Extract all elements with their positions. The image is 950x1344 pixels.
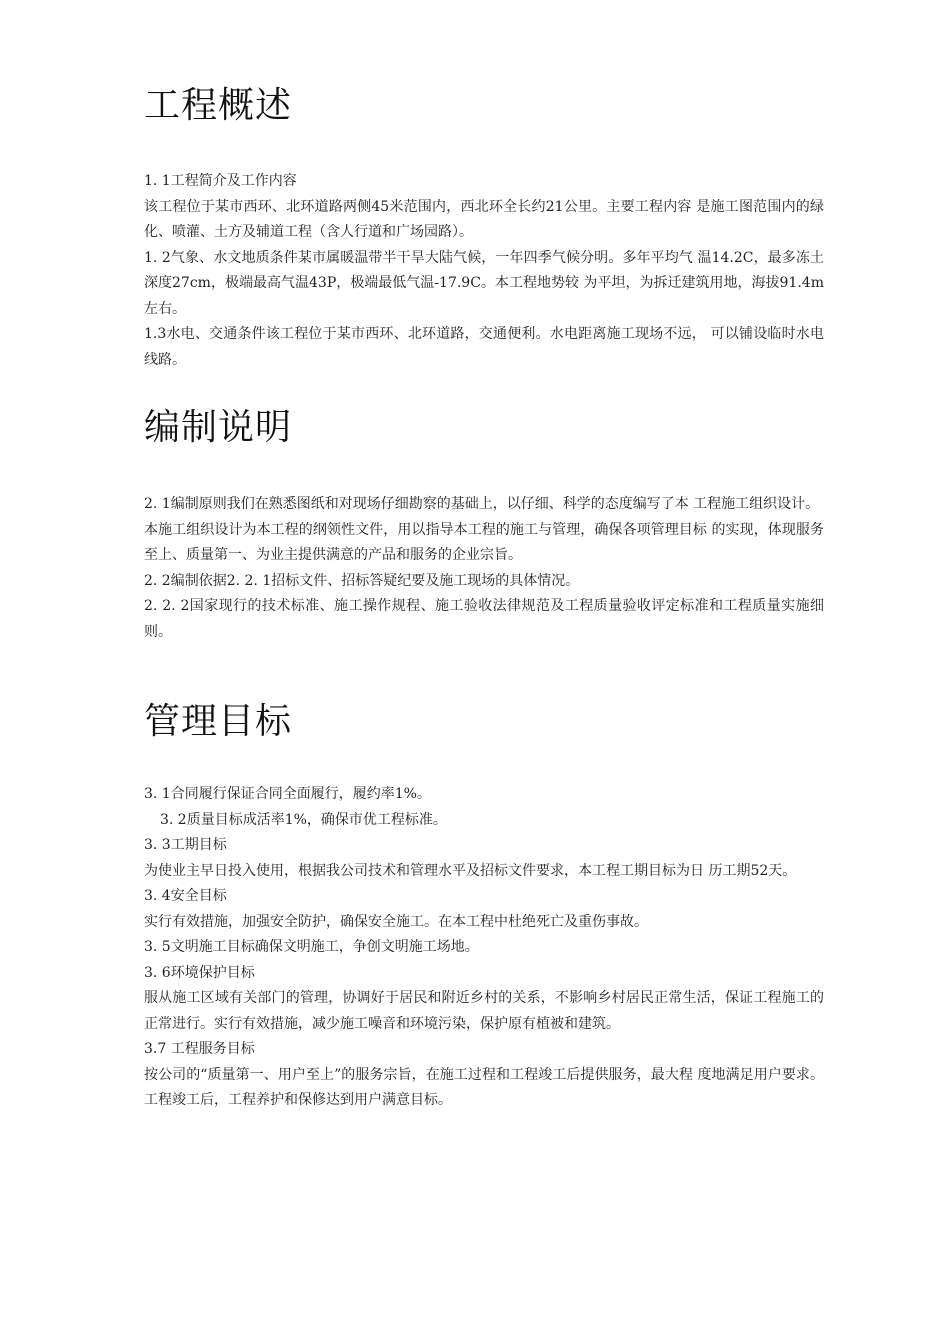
paragraph: 实行有效措施，加强安全防护，确保安全施工。在本工程中杜绝死亡及重伤事故。 (144, 913, 648, 930)
paragraph: 2. 2. 2国家现行的技术标准、施工操作规程、施工验收法律规范及工程质量验收评定标准和工程质量实施细则。 (144, 598, 824, 640)
paragraph: 1. 1工程简介及工作内容 (144, 173, 297, 189)
paragraph: 按公司的“质量第一、用户至上”的服务宗旨，在施工过程和工程竣工后提供服务，最大程 度地满足用户要求。工程竣工后，工程养护和保修达到用户满意目标。 (144, 1066, 824, 1108)
section-heading: 编制说明 (144, 407, 293, 448)
paragraph: 3. 4安全目标 (144, 888, 227, 904)
paragraph: 3.7 工程服务目标 (144, 1041, 255, 1057)
paragraph: 1. 2气象、水文地质条件某市属暖温带半干旱大陆气候，一年四季气候分明。多年平均气 温14.2C，最多冻土深度27cm，极端最高气温43P，极端最低气温-17.9C。本工程地势较 为平坦，为拆迁建筑用地，海拔91.4m左右。 (144, 249, 824, 317)
paragraph: 3. 6环境保护目标 (144, 964, 255, 981)
section-preparation (144, 406, 824, 645)
section-goals (144, 700, 824, 1114)
paragraph: 该工程位于某市西环、北环道路两侧45米范围内，西北环全长约21公里。主要工程内容 是施工图范围内的绿化、喷灌、土方及辅道工程（含人行道和广场园路）。 (144, 198, 824, 240)
paragraph: 本施工组织设计为本工程的纲领性文件，用以指导本工程的施工与管理，确保各项管理目标 的实现，体现服务至上、质量第一、为业主提供满意的产品和服务的企业宗旨。 (144, 521, 824, 563)
paragraph: 2. 2编制依据2. 2. 1招标文件、招标答疑纪要及施工现场的具体情况。 (144, 572, 580, 589)
paragraph: 3. 5文明施工目标确保文明施工，争创文明施工场地。 (144, 939, 479, 955)
paragraph: 3. 1合同履行保证合同全面履行，履约率1%。 (144, 786, 431, 802)
section-heading: 工程概述 (144, 85, 293, 126)
paragraph: 3. 2质量目标成活率1%，确保市优工程标准。 (160, 811, 447, 828)
paragraph: 服从施工区域有关部门的管理，协调好于居民和附近乡村的关系，不影响乡村居民正常生活，保证工程施工的正常进行。实行有效措施，减少施工噪音和环境污染，保护原有植被和建筑。 (144, 990, 824, 1032)
paragraph: 3. 3工期目标 (144, 837, 227, 853)
paragraph: 1.3水电、交通条件该工程位于某市西环、北环道路，交通便利。水电距离施工现场不远， 可以铺设临时水电线路。 (144, 326, 824, 368)
section-heading: 管理目标 (144, 701, 293, 742)
paragraph: 为使业主早日投入使用，根据我公司技术和管理水平及招标文件要求，本工程工期目标为日 历工期52天。 (144, 862, 797, 879)
section-overview (144, 84, 824, 373)
paragraph: 2. 1编制原则我们在熟悉图纸和对现场仔细勘察的基础上，以仔细、科学的态度编写了本 工程施工组织设计。 (144, 496, 820, 512)
